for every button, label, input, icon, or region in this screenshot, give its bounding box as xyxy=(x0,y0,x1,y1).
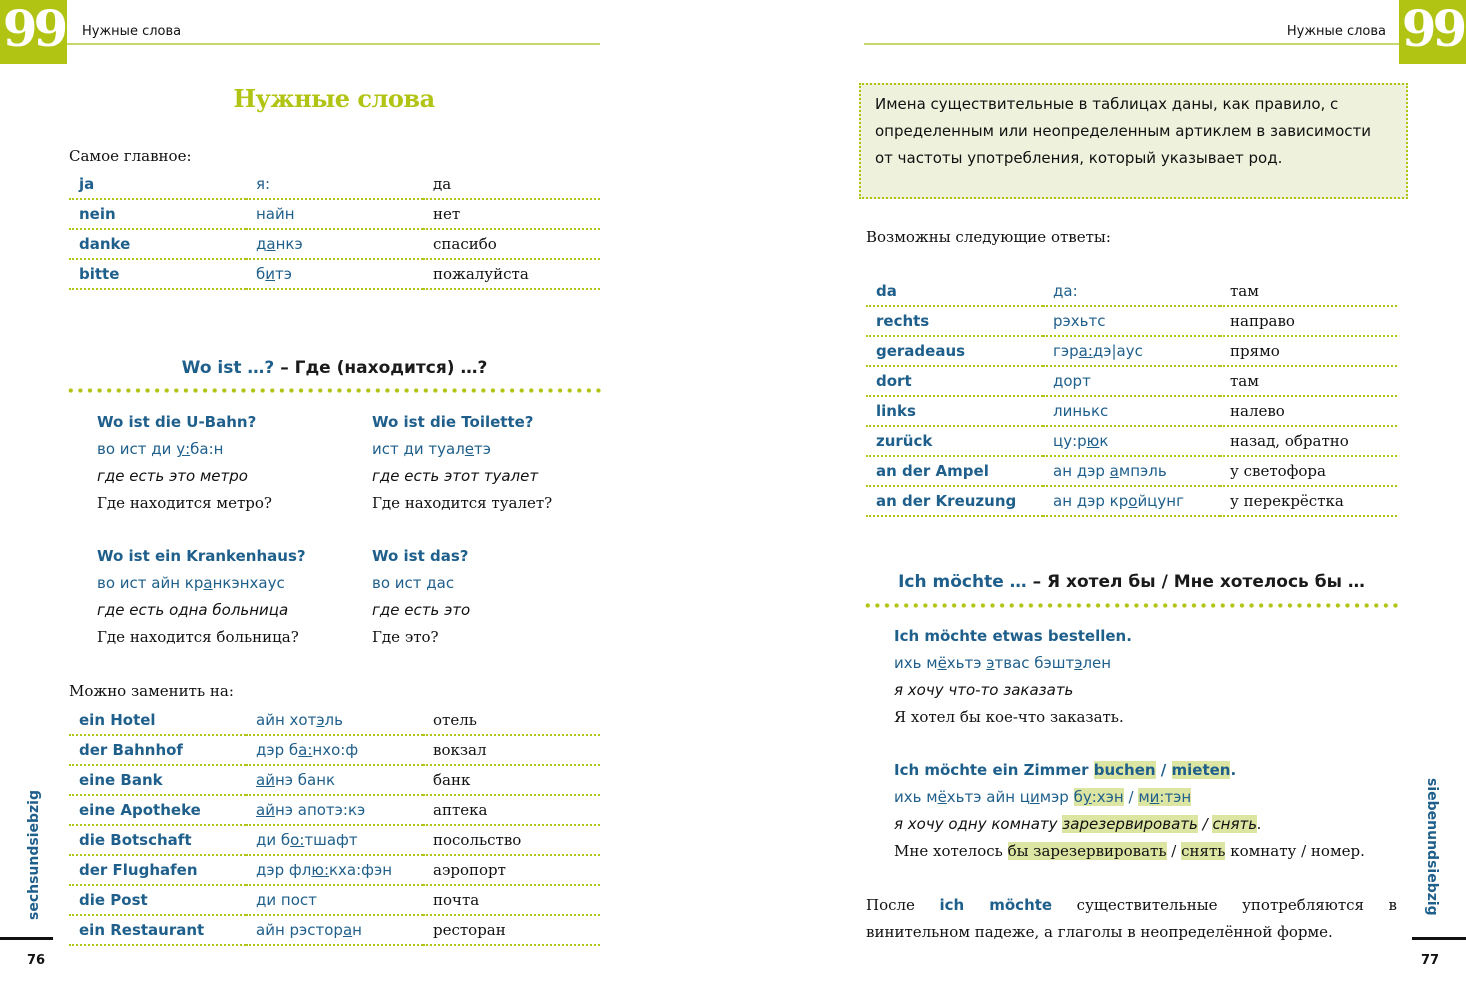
places-table xyxy=(69,706,600,946)
header-rule xyxy=(864,43,1399,45)
intro-label: Самое главное: xyxy=(69,147,192,165)
table-row: links линькс налево xyxy=(866,396,1397,426)
table-row: an der Ampel ан дэр ампэль у светофора xyxy=(866,456,1397,486)
page-number: 77 xyxy=(1421,953,1440,968)
table-row: rechts рэхьтс направо xyxy=(866,306,1397,336)
example-krankenhaus: Wo ist ein Krankenhaus? во ист айн кранкэнхаус где есть одна больница Где находится больница? xyxy=(97,547,306,646)
table-row: eine Bank айнэ банк банк xyxy=(69,765,600,795)
example-u-bahn: Wo ist die U-Bahn? во ист ди у:ба:н где есть это метро Где находится метро? xyxy=(97,413,272,512)
quote-mark-badge xyxy=(0,0,67,64)
replace-label: Можно заменить на: xyxy=(69,682,234,700)
table-row: nein найн нет xyxy=(69,199,600,229)
table-row: danke данкэ спасибо xyxy=(69,229,600,259)
running-header: Нужные слова xyxy=(1286,24,1386,39)
table-row: ein Hotel айн хотэль отель xyxy=(69,706,600,735)
quote-mark-badge xyxy=(1399,0,1466,64)
table-row: die Botschaft ди бо:тшафт посольство xyxy=(69,825,600,855)
basic-words-table xyxy=(69,170,600,290)
quote-icon: 99 xyxy=(2,0,65,58)
table-row: an der Kreuzung ан дэр кройцунг у перекрёстка xyxy=(866,486,1397,516)
section-heading: Wo ist …? – Где (находится) …? xyxy=(181,358,488,378)
table-row: bitte битэ пожалуйста xyxy=(69,259,600,289)
table-row: der Bahnhof дэр ба:нхо:ф вокзал xyxy=(69,735,600,765)
example-toilette: Wo ist die Toilette? ист ди туалетэ где есть этот туалет Где находится туалет? xyxy=(372,413,553,512)
header-rule xyxy=(67,43,600,45)
table-row: geradeaus гэра:дэ|аус прямо xyxy=(866,336,1397,366)
directions-table xyxy=(866,277,1397,517)
table-row: eine Apotheke айнэ апотэ:кэ аптека xyxy=(69,795,600,825)
table-row: da да: там xyxy=(866,277,1397,306)
answers-label: Возможны следующие ответы: xyxy=(866,228,1111,246)
table-row: der Flughafen дэр флю:кха:фэн аэропорт xyxy=(69,855,600,885)
dotted-divider xyxy=(863,603,1399,608)
example-das: Wo ist das? во ист дас где есть это Где это? xyxy=(372,547,471,646)
side-page-label: siebenundsiebzig xyxy=(1424,778,1440,916)
table-row: ja я: да xyxy=(69,170,600,199)
section-heading: Ich möchte … – Я хотел бы / Мне хотелось бы … xyxy=(898,572,1365,592)
table-row: zurück цу:рюк назад, обратно xyxy=(866,426,1397,456)
dotted-divider xyxy=(66,388,602,393)
page-number-rule xyxy=(0,937,53,940)
side-page-label: sechsundsiebzig xyxy=(26,790,42,920)
page-title: Нужные слова xyxy=(233,84,435,113)
table-row: dort дорт там xyxy=(866,366,1397,396)
page-number: 76 xyxy=(27,953,46,968)
table-row: die Post ди пост почта xyxy=(69,885,600,915)
quote-icon: 99 xyxy=(1401,0,1464,58)
example-zimmer: Ich möchte ein Zimmer buchen / mieten. ихь мёхьтэ айн цимэр бу:хэн / ми:тэн я хочу одну комнату зарезервировать / снять. Мне хотелось бы зарезервировать / снять комнату / номер. xyxy=(894,761,1365,860)
table-row: ein Restaurant айн рэсторан ресторан xyxy=(69,915,600,945)
example-bestellen: Ich möchte etwas bestellen. ихь мёхьтэ этвас бэштэлен я хочу что-то заказать Я хотел бы кое-что заказать. xyxy=(894,627,1132,726)
page-number-rule xyxy=(1412,937,1466,940)
conclusion-paragraph: После ich möchte существительные употребляются в винительном падеже, а глаголы в неопределённой форме. xyxy=(866,896,1398,941)
info-note: Имена существительные в таблицах даны, как правило, с определенным или неопределенным артиклем в зависимости от частоты употребления, который указывает род. xyxy=(859,83,1408,199)
running-header: Нужные слова xyxy=(82,24,182,39)
